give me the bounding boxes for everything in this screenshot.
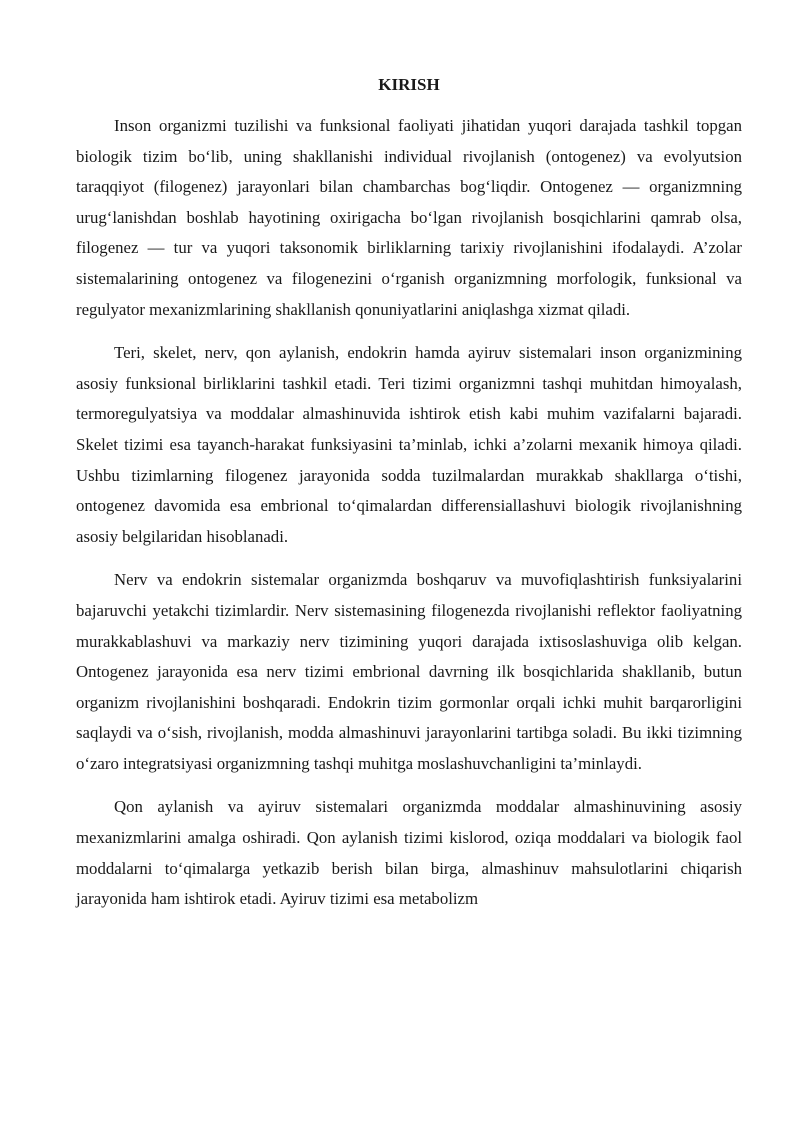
document-page [76, 73, 742, 928]
paragraph-2: Teri, skelet, nerv, qon aylanish, endokrin hamda ayiruv sistemalari inson organizmining asosiy funksional birliklarini tashkil etadi. Teri tizimi organizmni tashqi muhitdan himoyalash, termoregulyatsiya va moddalar almashinuvida ishtirok etish kabi muhim vazifalarni bajaradi. Skelet tizimi esa tayanch-harakat funksiyasini ta’minlab, ichki a’zolarni mexanik himoya qiladi. Ushbu tizimlarning filogenez jarayonida sodda tuzilmalardan murakkab shakllarga o‘tishi, ontogenez davomida esa embrional to‘qimalardan differensiallashuvi biologik rivojlanishning asosiy belgilaridan hisoblanadi. [76, 343, 742, 546]
paragraph-1: Inson organizmi tuzilishi va funksional faoliyati jihatidan yuqori darajada tashkil topgan biologik tizim bo‘lib, uning shakllanishi individual rivojlanish (ontogenez) va evolyutsion taraqqiyot (filogenez) jarayonlari bilan chambarchas bog‘liqdir. Ontogenez — organizmning urug‘lanishdan boshlab hayotining oxirigacha bo‘lgan rivojlanish bosqichlarini qamrab olsa, filogenez — tur va yuqori taksonomik birliklarning tarixiy rivojlanishini ifodalaydi. A’zolar sistemalarining ontogenez va filogenezini o‘rganish organizmning morfologik, funksional va regulyator mexanizmlarining shakllanish qonuniyatlarini aniqlashga xizmat qiladi. [76, 116, 742, 319]
paragraph-4: Qon aylanish va ayiruv sistemalari organizmda moddalar almashinuvining asosiy mexanizmlarini amalga oshiradi. Qon aylanish tizimi kislorod, oziqa moddalari va biologik faol moddalarni to‘qimalarga yetkazib berish bilan birga, almashinuv mahsulotlarini chiqarish jarayonida ham ishtirok etadi. Ayiruv tizimi esa metabolizm [76, 797, 742, 909]
paragraph-3: Nerv va endokrin sistemalar organizmda boshqaruv va muvofiqlashtirish funksiyalarini bajaruvchi yetakchi tizimlardir. Nerv sistemasining filogenezda rivojlanishi reflektor faoliyatning murakkablashuvi va markaziy nerv tizimining yuqori darajada ixtisoslashuviga olib kelgan. Ontogenez jarayonida esa nerv tizimi embrional davrning ilk bosqichlarida shakllanib, butun organizm rivojlanishini boshqaradi. Endokrin tizim gormonlar orqali ichki muhit barqarorligini saqlaydi va o‘sish, rivojlanish, modda almashinuvi jarayonlarini tartibga soladi. Bu ikki tizimning o‘zaro integratsiyasi organizmning tashqi muhitga moslashuvchanligini ta’minlaydi. [76, 570, 742, 773]
document-heading: KIRISH [378, 75, 440, 94]
